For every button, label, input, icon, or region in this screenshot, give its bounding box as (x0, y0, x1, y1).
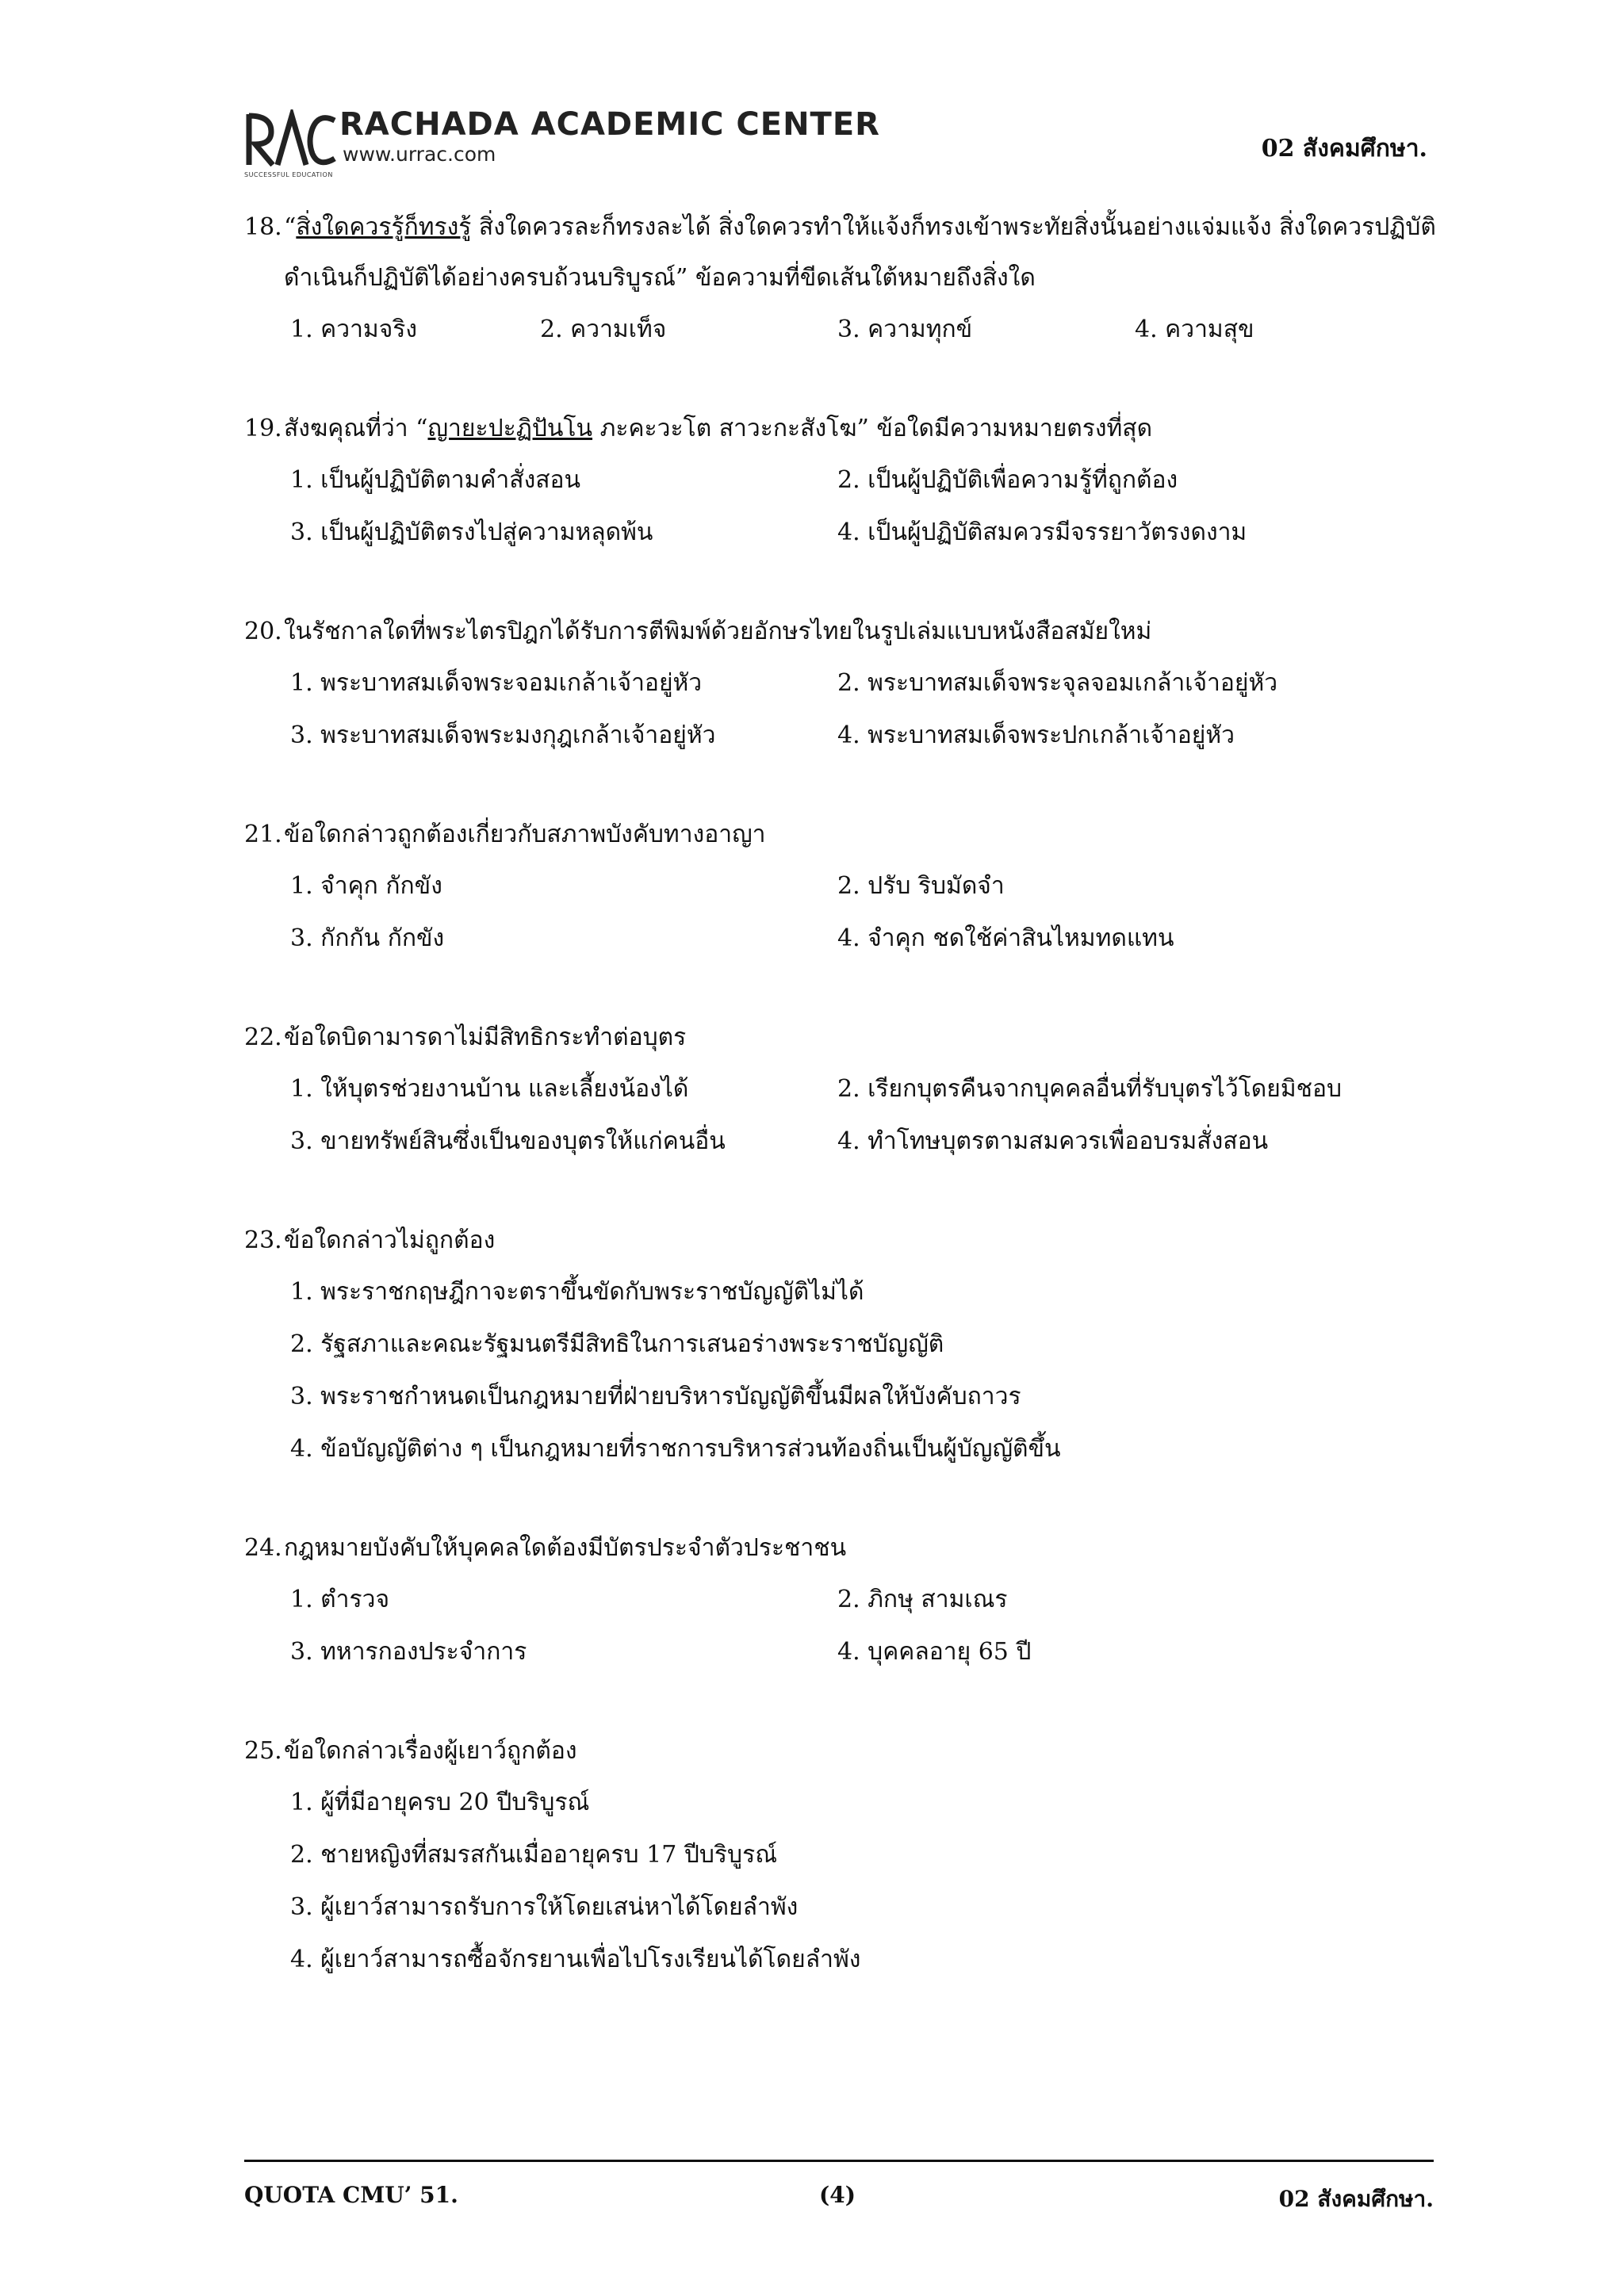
question-18 (244, 202, 1450, 356)
question-number: 20. (244, 618, 282, 645)
question-text: ข้อใดกล่าวเรื่องผู้เยาว์ถูกต้อง (284, 1737, 577, 1765)
logo-name: RACHADA ACADEMIC CENTER (339, 106, 880, 143)
page-header (244, 106, 1434, 186)
footer-divider (244, 2160, 1434, 2162)
option: 4. ผู้เยาว์สามารถซื้อจักรยานเพื่อไปโรงเรียนได้โดยลำพัง (290, 1946, 861, 1973)
option: 2. ปรับ ริบมัดจำ (837, 872, 1005, 900)
option: 1. พระราชกฤษฎีกาจะตราขึ้นขัดกับพระราชบัญญัติไม่ได้ (290, 1278, 864, 1306)
option: 1. ให้บุตรช่วยงานบ้าน และเลี้ยงน้องได้ (290, 1075, 689, 1103)
question-number: 19. (244, 415, 282, 442)
footer-subject: 02 สังคมศึกษา. (1278, 2186, 1434, 2212)
option: 1. พระบาทสมเด็จพระจอมเกล้าเจ้าอยู่หัว (290, 669, 703, 697)
option: 2. ชายหญิงที่สมรสกันเมื่ออายุครบ 17 ปีบริบูรณ์ (290, 1841, 778, 1869)
question-text: กฎหมายบังคับให้บุคคลใดต้องมีบัตรประจำตัวประชาชน (284, 1534, 847, 1562)
option: 3. พระราชกำหนดเป็นกฎหมายที่ฝ่ายบริหารบัญญัติขึ้นมีผลให้บังคับถาวร (290, 1383, 1021, 1410)
rac-logo-mark (244, 109, 347, 166)
option: 4. พระบาทสมเด็จพระปกเกล้าเจ้าอยู่หัว (837, 721, 1235, 749)
option: 4. บุคคลอายุ 65 ปี (837, 1638, 1032, 1666)
footer-exam-name: QUOTA CMU’ 51. (244, 2182, 458, 2208)
option: 1. ความจริง (290, 316, 418, 343)
rac-logo (244, 106, 880, 186)
question-number: 18. (244, 213, 282, 241)
option: 2. พระบาทสมเด็จพระจุลจอมเกล้าเจ้าอยู่หัว (837, 669, 1278, 697)
option: 2. ความเท็จ (540, 316, 667, 343)
underlined-phrase: ญายะปะฏิปันโน (427, 415, 593, 442)
underlined-phrase: สิ่งใดควรรู้ก็ทรงรู้ (296, 213, 472, 241)
option: 3. ความทุกข์ (837, 316, 973, 343)
question-text: ข้อใดกล่าวถูกต้องเกี่ยวกับสภาพบังคับทางอาญา (284, 821, 766, 848)
logo-tagline: SUCCESSFUL EDUCATION (244, 171, 333, 178)
question-text: สังฆคุณที่ว่า “ญายะปะฏิปันโน ภะคะวะโต สาวะกะสังโฆ” ข้อใดมีความหมายตรงที่สุด (284, 415, 1153, 442)
question-number: 22. (244, 1024, 282, 1051)
question-21 (244, 809, 1450, 965)
option: 3. ทหารกองประจำการ (290, 1638, 527, 1666)
option: 4. ข้อบัญญัติต่าง ๆ เป็นกฎหมายที่ราชการบริหารส่วนท้องถิ่นเป็นผู้บัญญัติขึ้น (290, 1435, 1061, 1463)
option: 1. จำคุก กักขัง (290, 872, 442, 900)
header-subject: 02 สังคมศึกษา. (1261, 135, 1427, 163)
question-number: 24. (244, 1534, 282, 1562)
question-24 (244, 1523, 1450, 1678)
option: 1. ตำรวจ (290, 1586, 390, 1613)
question-23 (244, 1215, 1450, 1475)
option: 4. จำคุก ชดใช้ค่าสินไหมทดแทน (837, 924, 1174, 952)
option: 3. พระบาทสมเด็จพระมงกุฎเกล้าเจ้าอยู่หัว (290, 721, 716, 749)
question-list (244, 202, 1450, 2034)
question-22 (244, 1012, 1450, 1168)
page-number: (4) (819, 2182, 856, 2208)
option: 3. ขายทรัพย์สินซึ่งเป็นของบุตรให้แก่คนอื่น (290, 1127, 726, 1155)
logo-url: www.urrac.com (343, 143, 496, 166)
question-number: 21. (244, 821, 282, 848)
option: 2. รัฐสภาและคณะรัฐมนตรีมีสิทธิในการเสนอร่างพระราชบัญญัติ (290, 1330, 944, 1358)
option: 1. เป็นผู้ปฏิบัติตามคำสั่งสอน (290, 466, 581, 494)
option: 3. ผู้เยาว์สามารถรับการให้โดยเสน่หาได้โดยลำพัง (290, 1893, 799, 1921)
question-text: ในรัชกาลใดที่พระไตรปิฎกได้รับการตีพิมพ์ด้วยอักษรไทยในรูปเล่มแบบหนังสือสมัยใหม่ (284, 618, 1152, 645)
question-20 (244, 607, 1450, 762)
option: 3. เป็นผู้ปฏิบัติตรงไปสู่ความหลุดพ้น (290, 519, 653, 546)
question-text: ข้อใดบิดามารดาไม่มีสิทธิกระทำต่อบุตร (284, 1024, 687, 1051)
question-25 (244, 1726, 1450, 1986)
option: 4. ความสุข (1135, 316, 1254, 343)
page-footer (244, 2182, 1434, 2214)
option: 2. เรียกบุตรคืนจากบุคคลอื่นที่รับบุตรไว้โดยมิชอบ (837, 1075, 1342, 1103)
question-number: 23. (244, 1226, 282, 1254)
option: 1. ผู้ที่มีอายุครบ 20 ปีบริบูรณ์ (290, 1789, 590, 1816)
option: 4. ทำโทษบุตรตามสมควรเพื่ออบรมสั่งสอน (837, 1127, 1269, 1155)
question-text: “สิ่งใดควรรู้ก็ทรงรู้ สิ่งใดควรละก็ทรงละได้ สิ่งใดควรทำให้แจ้งก็ทรงเข้าพระทัยสิ่งนั้นอย่างแจ่มแจ้ง สิ่งใดควรปฏิบัติดำเนินก็ปฏิบัติได้อย่างครบถ้วนบริบูรณ์” ข้อความที่ขีดเส้นใต้หมายถึงสิ่งใด (284, 213, 1436, 292)
option: 4. เป็นผู้ปฏิบัติสมควรมีจรรยาวัตรงดงาม (837, 519, 1247, 546)
option: 3. กักกัน กักขัง (290, 924, 445, 952)
option: 2. ภิกษุ สามเณร (837, 1586, 1008, 1613)
question-text: ข้อใดกล่าวไม่ถูกต้อง (284, 1226, 496, 1254)
question-19 (244, 404, 1450, 559)
option: 2. เป็นผู้ปฏิบัติเพื่อความรู้ที่ถูกต้อง (837, 466, 1178, 494)
question-number: 25. (244, 1737, 282, 1765)
